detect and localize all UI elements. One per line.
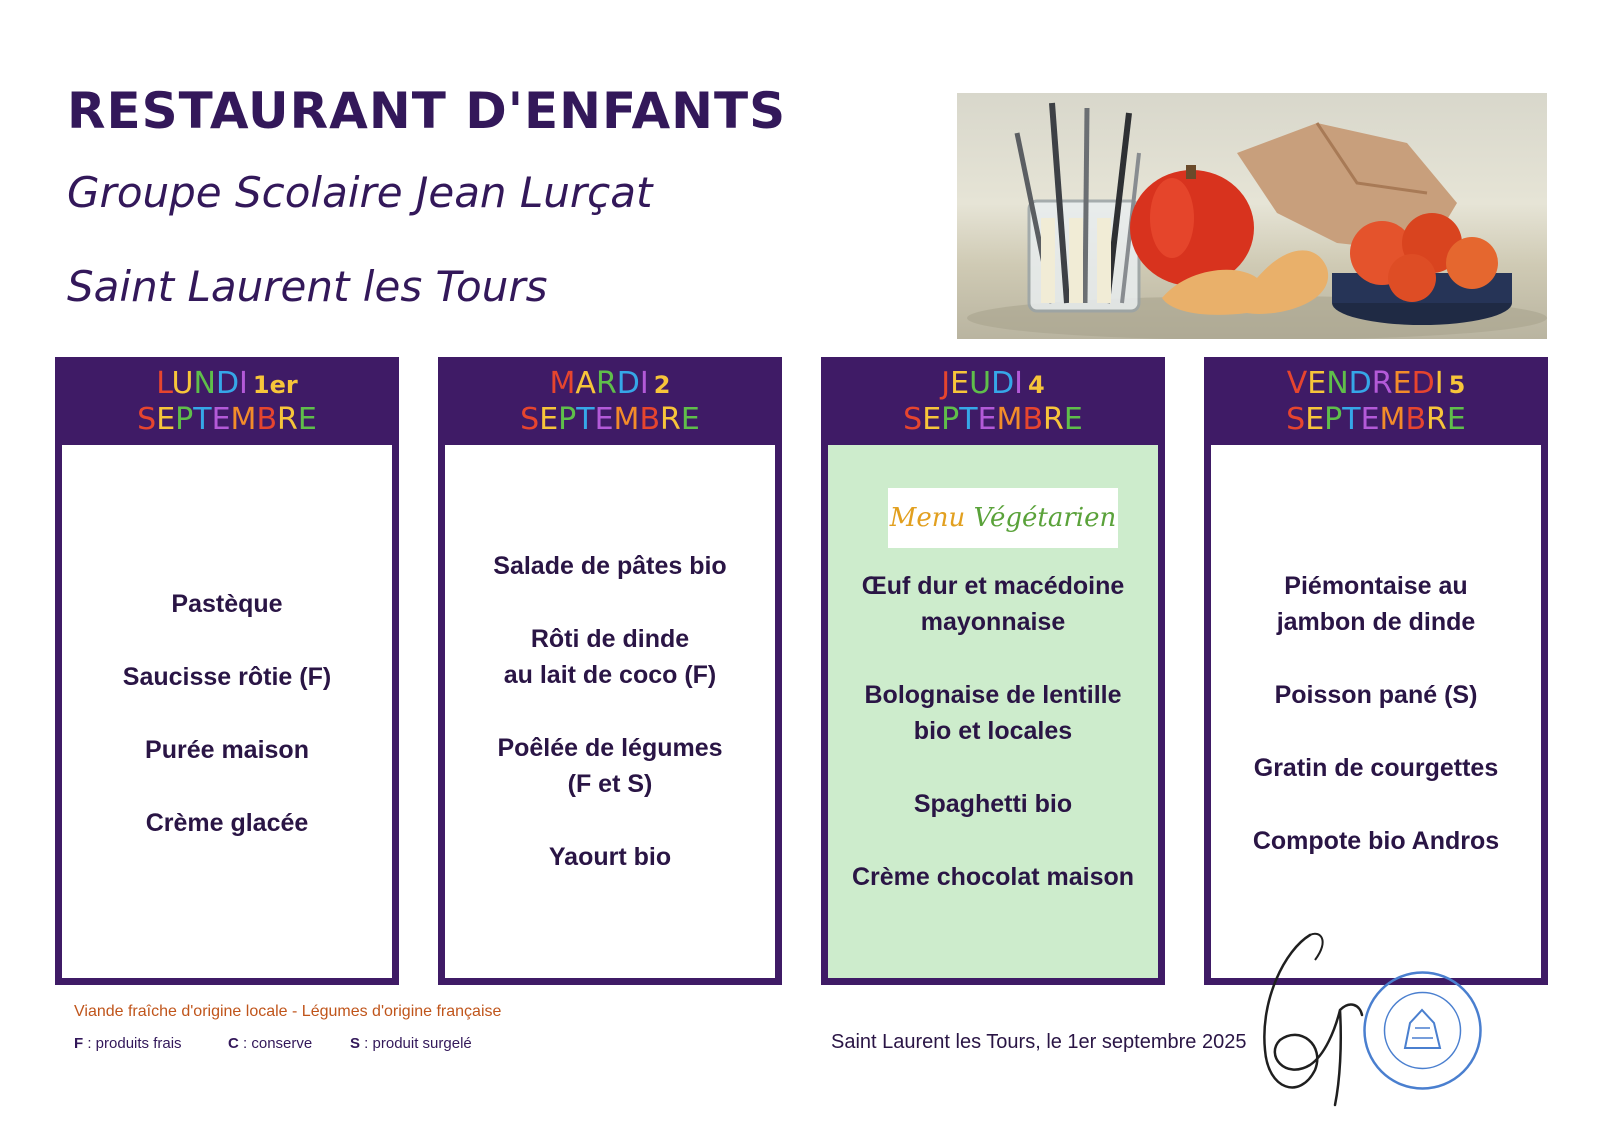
header-letter: D xyxy=(215,366,240,401)
header-letter: P xyxy=(1324,402,1343,437)
header-letter: M xyxy=(613,402,640,437)
header-letter: T xyxy=(959,402,978,437)
legend-code: F xyxy=(74,1035,84,1052)
header-letter: V xyxy=(1286,366,1308,401)
menu-list xyxy=(1211,568,1541,859)
header-letter: E xyxy=(297,402,317,437)
header-letter: B xyxy=(639,402,661,437)
menu-item: Yaourt bio xyxy=(548,843,672,871)
header-letter: M xyxy=(549,366,576,401)
day-card-thursday xyxy=(821,357,1165,985)
menu-item: Saucisse rôtie (F) xyxy=(122,663,332,691)
menu-item: Rôti de dinde au lait de coco (F) xyxy=(503,625,717,689)
day-card-tuesday xyxy=(438,357,782,985)
month-name xyxy=(903,402,1083,437)
header-letter: E xyxy=(977,402,997,437)
day-name xyxy=(941,366,1023,401)
legend-canned xyxy=(228,1035,312,1052)
vegetarian-menu-badge xyxy=(888,488,1118,548)
header-letter: D xyxy=(1348,366,1372,401)
menu-item: Piémontaise au jambon de dinde xyxy=(1276,572,1476,636)
day-header xyxy=(828,364,1158,445)
header-letter: J xyxy=(941,366,951,401)
legend-fresh xyxy=(74,1035,182,1052)
menu-item: Poêlée de légumes (F et S) xyxy=(497,734,723,798)
legend-code: C xyxy=(228,1035,239,1052)
month-name xyxy=(1286,402,1466,437)
legend-text: : conserve xyxy=(238,1035,313,1052)
header-letter: S xyxy=(903,402,923,437)
header-letter: S xyxy=(520,402,540,437)
day-card-friday xyxy=(1204,357,1548,985)
header-letter: R xyxy=(277,402,298,437)
day-header xyxy=(445,364,775,445)
header-letter: E xyxy=(156,402,176,437)
day-number: 4 xyxy=(1028,371,1045,399)
header-letter: E xyxy=(950,366,970,401)
month-name xyxy=(520,402,700,437)
header-letter: I xyxy=(1434,366,1444,401)
header-letter: R xyxy=(1426,402,1447,437)
header-letter: R xyxy=(595,366,617,401)
header-letter: N xyxy=(193,366,216,401)
header-letter: B xyxy=(1405,402,1427,437)
menu-item: Crème glacée xyxy=(145,809,309,837)
town-name: Saint Laurent les Tours xyxy=(67,262,548,311)
header-letter: E xyxy=(1360,402,1380,437)
menu-list xyxy=(445,548,775,875)
header-letter: S xyxy=(137,402,157,437)
header-letter: I xyxy=(1014,366,1024,401)
header-letter: T xyxy=(1342,402,1361,437)
header-letter: E xyxy=(1063,402,1083,437)
menu-item: Bolognaise de lentille bio et locales xyxy=(864,681,1122,745)
menu-item: Purée maison xyxy=(145,736,309,764)
header-letter: U xyxy=(969,366,992,401)
header-letter: P xyxy=(941,402,960,437)
header-letter: M xyxy=(1379,402,1406,437)
header-letter: I xyxy=(639,366,649,401)
header-letter: B xyxy=(1022,402,1044,437)
menu-item: Compote bio Andros xyxy=(1252,827,1500,855)
header-letter: M xyxy=(996,402,1023,437)
header-letter: E xyxy=(211,402,231,437)
school-name: Groupe Scolaire Jean Lurçat xyxy=(67,168,653,217)
header-letter: E xyxy=(1446,402,1466,437)
day-number: 1er xyxy=(252,371,298,399)
handwritten-signature xyxy=(1240,930,1370,1120)
origin-note: Viande fraîche d'origine locale - Légumes d'origine française xyxy=(74,1003,502,1020)
day-card-monday xyxy=(55,357,399,985)
town-hall-stamp xyxy=(1360,968,1485,1093)
menu-list xyxy=(828,568,1158,895)
header-letter: E xyxy=(594,402,614,437)
day-number: 5 xyxy=(1448,371,1466,399)
day-number: 2 xyxy=(653,371,671,399)
menu-item: Poisson pané (S) xyxy=(1274,681,1478,709)
header-letter: E xyxy=(1307,366,1327,401)
menu-item: Pastèque xyxy=(171,590,283,618)
header-letter: R xyxy=(1043,402,1064,437)
day-name xyxy=(156,366,248,401)
header-letter: S xyxy=(1286,402,1306,437)
page-title: RESTAURANT D'ENFANTS xyxy=(67,82,787,140)
header-letter: T xyxy=(576,402,595,437)
food-photo xyxy=(957,93,1547,339)
menu-item: Crème chocolat maison xyxy=(851,863,1135,891)
day-header xyxy=(62,364,392,445)
menu-list xyxy=(62,586,392,841)
header-letter: E xyxy=(539,402,559,437)
day-name xyxy=(1287,366,1444,401)
date-line: Saint Laurent les Tours, le 1er septembre 2025 xyxy=(831,1031,1247,1053)
menu-item: Spaghetti bio xyxy=(913,790,1073,818)
header-letter: E xyxy=(922,402,942,437)
header-letter: B xyxy=(256,402,278,437)
legend-text: : produits frais xyxy=(83,1035,182,1052)
legend-text: : produit surgelé xyxy=(360,1035,472,1052)
menu-item: Gratin de courgettes xyxy=(1253,754,1499,782)
header-letter: E xyxy=(1305,402,1325,437)
menu-item: Œuf dur et macédoine mayonnaise xyxy=(861,572,1125,636)
header-letter: M xyxy=(230,402,257,437)
badge-word-vegetarian: Végétarien xyxy=(973,503,1117,533)
header-letter: N xyxy=(1326,366,1349,401)
header-letter: L xyxy=(156,366,172,401)
header-letter: D xyxy=(616,366,640,401)
header-letter: D xyxy=(991,366,1015,401)
header-letter: P xyxy=(175,402,194,437)
menu-item: Salade de pâtes bio xyxy=(493,552,727,580)
legend-code: S xyxy=(350,1035,361,1052)
header-letter: I xyxy=(239,366,248,401)
header-letter: A xyxy=(575,366,596,401)
month-name xyxy=(137,402,317,437)
header-letter: D xyxy=(1411,366,1435,401)
header-letter: P xyxy=(558,402,577,437)
header-letter: E xyxy=(680,402,700,437)
header-letter: U xyxy=(171,366,194,401)
header-letter: E xyxy=(1392,366,1412,401)
badge-word-menu: Menu xyxy=(889,503,966,533)
day-header xyxy=(1211,364,1541,445)
legend-frozen xyxy=(350,1035,472,1052)
header-letter: T xyxy=(193,402,212,437)
day-name xyxy=(550,366,649,401)
header-letter: R xyxy=(660,402,681,437)
header-letter: R xyxy=(1371,366,1393,401)
